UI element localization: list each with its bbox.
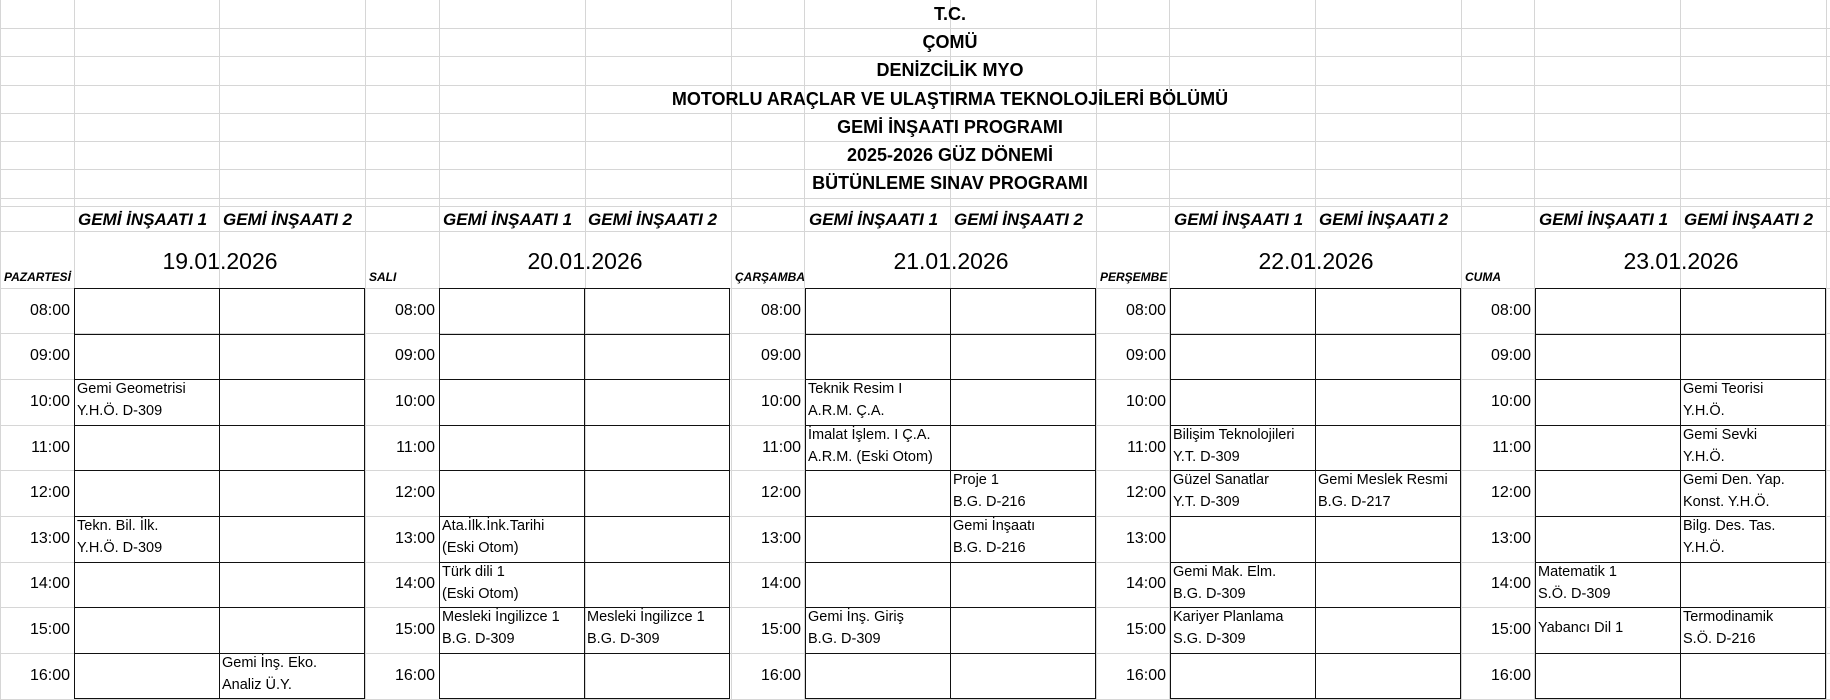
schedule-cell[interactable] [584, 288, 729, 334]
schedule-cell[interactable] [1680, 516, 1825, 562]
schedule-cell[interactable] [439, 653, 584, 699]
gridline-horizontal [0, 141, 1830, 142]
time-label: 10:00 [760, 393, 801, 410]
cell-border [364, 288, 365, 698]
schedule-cell[interactable] [1170, 288, 1315, 334]
gridline-vertical [1826, 0, 1827, 700]
schedule-cell[interactable] [74, 379, 219, 425]
course-detail: Y.H.Ö. D-309 [77, 403, 163, 420]
schedule-cell[interactable] [1315, 288, 1460, 334]
time-label: 09:00 [1125, 347, 1166, 365]
day-name: PERŞEMBE [1100, 270, 1168, 284]
schedule-cell[interactable] [950, 653, 1095, 699]
course-detail: Y.T. D-309 [1173, 494, 1240, 511]
group-header-2: GEMİ İNŞAATI 2 [1319, 210, 1449, 229]
course-name: Bilg. Des. Tas. [1683, 518, 1776, 534]
time-label: 15:00 [1125, 621, 1166, 638]
group-header-2: GEMİ İNŞAATI 2 [1684, 210, 1814, 229]
schedule-cell[interactable] [219, 379, 364, 425]
group-header-1: GEMİ İNŞAATI 1 [1539, 210, 1669, 229]
schedule-cell[interactable] [950, 470, 1095, 516]
course-detail: S.G. D-309 [1173, 631, 1246, 648]
gridline-horizontal [0, 85, 1830, 86]
time-label: 09:00 [29, 347, 70, 365]
cell-border [1825, 288, 1826, 698]
schedule-cell[interactable] [805, 425, 950, 471]
schedule-cell[interactable] [950, 379, 1095, 425]
schedule-cell[interactable] [219, 425, 364, 471]
time-label: 12:00 [1125, 484, 1166, 502]
course-detail: (Eski Otom) [442, 540, 519, 556]
time-label: 10:00 [394, 393, 435, 410]
course-detail: Y.H.Ö. [1683, 448, 1725, 465]
schedule-cell[interactable] [1680, 470, 1825, 516]
time-label: 08:00 [394, 301, 435, 319]
course-name: Gemi İnş. Giriş [808, 609, 904, 626]
header-line: T.C. [933, 4, 966, 24]
schedule-cell[interactable] [439, 334, 584, 380]
gridline-vertical [0, 0, 1, 700]
course-detail: Analiz Ü.Y. [222, 676, 292, 693]
cell-border [1535, 288, 1536, 698]
date-label: 23.01.2026 [1623, 248, 1739, 274]
schedule-cell[interactable] [1680, 288, 1825, 334]
date-label: 20.01.2026 [527, 248, 643, 274]
course-name: Gemi Meslek Resmi [1318, 472, 1448, 489]
group-header-1: GEMİ İNŞAATI 1 [78, 210, 208, 229]
gridline-horizontal [0, 169, 1830, 170]
cell-border [1460, 288, 1461, 698]
time-label: 14:00 [29, 575, 70, 593]
cell-border [950, 288, 951, 698]
course-name: İmalat İşlem. I Ç.A. [808, 426, 931, 443]
schedule-cell[interactable] [805, 379, 950, 425]
time-label: 15:00 [394, 621, 435, 638]
time-label: 11:00 [1127, 438, 1166, 456]
schedule-cell[interactable] [1535, 425, 1680, 471]
time-label: 08:00 [1490, 301, 1531, 319]
course-name: Termodinamik [1683, 609, 1774, 626]
schedule-cell[interactable] [74, 288, 219, 334]
course-name: Proje 1 [953, 472, 999, 489]
schedule-cell[interactable] [219, 516, 364, 562]
cell-border [1170, 698, 1461, 699]
course-detail: B.G. D-309 [808, 631, 881, 648]
time-label: 10:00 [1125, 393, 1166, 410]
gridline-horizontal [0, 206, 1830, 207]
gridline-horizontal [0, 28, 1830, 29]
schedule-cell[interactable] [219, 562, 364, 608]
schedule-cell[interactable] [805, 607, 950, 653]
schedule-cell[interactable] [584, 334, 729, 380]
schedule-cell[interactable] [1680, 425, 1825, 471]
course-name: Teknik Resim I [808, 381, 903, 398]
schedule-cell[interactable] [1680, 562, 1825, 608]
group-header-1: GEMİ İNŞAATI 1 [443, 210, 573, 229]
schedule-cell[interactable] [74, 425, 219, 471]
schedule-cell[interactable] [1315, 379, 1460, 425]
schedule-cell[interactable] [805, 288, 950, 334]
schedule-cell[interactable] [439, 425, 584, 471]
schedule-cell[interactable] [584, 562, 729, 608]
course-name: Gemi Sevki [1683, 426, 1758, 443]
course-name: Mesleki İngilizce 1 [587, 609, 705, 626]
header-line: BÜTÜNLEME SINAV PROGRAMI [812, 173, 1088, 193]
time-label: 16:00 [394, 666, 435, 684]
cell-border [219, 288, 220, 698]
header-line: DENİZCİLİK MYO [876, 60, 1024, 80]
cell-border [729, 288, 730, 698]
schedule-cell[interactable] [1315, 516, 1460, 562]
schedule-cell[interactable] [950, 516, 1095, 562]
cell-border [74, 288, 75, 698]
group-header-2: GEMİ İNŞAATI 2 [223, 210, 353, 229]
time-label: 10:00 [29, 393, 70, 410]
course-detail: Y.H.Ö. [1683, 540, 1725, 556]
schedule-cell[interactable] [1535, 562, 1680, 608]
time-label: 16:00 [1490, 666, 1531, 684]
time-label: 10:00 [1490, 393, 1531, 410]
group-header-2: GEMİ İNŞAATI 2 [588, 210, 718, 229]
schedule-cell[interactable] [219, 470, 364, 516]
gridline-horizontal [0, 56, 1830, 57]
time-label: 15:00 [1490, 621, 1531, 638]
time-label: 14:00 [1125, 575, 1166, 593]
group-header-2: GEMİ İNŞAATI 2 [954, 210, 1084, 229]
schedule-cell[interactable] [1535, 516, 1680, 562]
course-detail: S.Ö. D-309 [1538, 585, 1611, 602]
day-name: PAZARTESİ [4, 270, 71, 284]
course-name: Mesleki İngilizce 1 [442, 609, 560, 626]
schedule-cell[interactable] [805, 470, 950, 516]
schedule-cell[interactable] [1535, 470, 1680, 516]
schedule-cell[interactable] [950, 288, 1095, 334]
date-label: 21.01.2026 [893, 248, 1009, 274]
cell-border [805, 698, 1096, 699]
time-label: 16:00 [760, 666, 801, 684]
schedule-cell[interactable] [584, 470, 729, 516]
schedule-cell[interactable] [1315, 334, 1460, 380]
schedule-cell[interactable] [1170, 653, 1315, 699]
schedule-cell[interactable] [1680, 653, 1825, 699]
time-label: 15:00 [29, 621, 70, 638]
cell-border [1170, 288, 1171, 698]
course-name: Gemi Teorisi [1683, 381, 1764, 398]
schedule-cell[interactable] [1170, 516, 1315, 562]
time-label: 08:00 [29, 301, 70, 319]
schedule-cell[interactable] [219, 334, 364, 380]
time-label: 09:00 [394, 347, 435, 365]
schedule-cell[interactable] [950, 334, 1095, 380]
time-label: 09:00 [1490, 347, 1531, 365]
time-label: 12:00 [394, 484, 435, 502]
course-name: Gemi İnş. Eko. [222, 654, 318, 671]
gridline-horizontal [0, 231, 1830, 232]
course-detail: B.G. D-309 [1173, 585, 1246, 602]
schedule-cell[interactable] [439, 562, 584, 608]
group-header-1: GEMİ İNŞAATI 1 [1174, 210, 1304, 229]
cell-border [74, 698, 365, 699]
course-detail: A.R.M. Ç.A. [808, 403, 885, 420]
gridline-horizontal [0, 113, 1830, 114]
course-name: Gemi Mak. Elm. [1173, 563, 1277, 580]
schedule-cell[interactable] [1170, 334, 1315, 380]
course-name: Matematik 1 [1538, 563, 1617, 580]
schedule-cell[interactable] [439, 288, 584, 334]
header-line: 2025-2026 GÜZ DÖNEMİ [846, 145, 1054, 165]
time-label: 14:00 [1490, 575, 1531, 593]
time-label: 08:00 [1125, 301, 1166, 319]
schedule-cell[interactable] [1170, 607, 1315, 653]
schedule-cell[interactable] [584, 653, 729, 699]
schedule-cell[interactable] [1535, 334, 1680, 380]
schedule-cell[interactable] [805, 562, 950, 608]
schedule-cell[interactable] [74, 607, 219, 653]
time-label: 13:00 [394, 529, 435, 547]
schedule-cell[interactable] [439, 516, 584, 562]
schedule-cell[interactable] [1315, 607, 1460, 653]
course-detail: B.G. D-217 [1318, 494, 1391, 511]
schedule-cell[interactable] [1535, 379, 1680, 425]
time-label: 14:00 [760, 575, 801, 593]
time-label: 11:00 [762, 438, 801, 456]
course-name: Türk dili 1 [442, 563, 505, 580]
cell-border [1535, 698, 1826, 699]
time-label: 12:00 [1490, 484, 1531, 502]
course-name: Gemi Den. Yap. [1683, 472, 1785, 489]
cell-border [439, 698, 730, 699]
schedule-cell[interactable] [1315, 470, 1460, 516]
schedule-cell[interactable] [1535, 607, 1680, 653]
course-detail: S.Ö. D-216 [1683, 631, 1756, 648]
schedule-cell[interactable] [1680, 334, 1825, 380]
time-label: 11:00 [1492, 438, 1531, 456]
schedule-cell[interactable] [805, 653, 950, 699]
schedule-cell[interactable] [1170, 562, 1315, 608]
cell-border [805, 288, 806, 698]
course-name: Bilişim Teknolojileri [1173, 426, 1295, 443]
time-label: 11:00 [396, 438, 435, 456]
schedule-cell[interactable] [1315, 653, 1460, 699]
day-name: CUMA [1465, 270, 1501, 284]
course-detail: Konst. Y.H.Ö. [1683, 494, 1770, 511]
time-label: 16:00 [29, 666, 70, 684]
cell-border [1680, 288, 1681, 698]
time-label: 12:00 [760, 484, 801, 502]
cell-border [1095, 288, 1096, 698]
schedule-cell[interactable] [1535, 653, 1680, 699]
schedule-cell[interactable] [1680, 607, 1825, 653]
schedule-cell[interactable] [805, 334, 950, 380]
schedule-cell[interactable] [950, 562, 1095, 608]
schedule-cell[interactable] [1535, 288, 1680, 334]
course-name: Gemi Geometrisi [77, 381, 186, 398]
course-detail: A.R.M. (Eski Otom) [808, 448, 933, 465]
day-name: ÇARŞAMBA [735, 270, 805, 284]
schedule-cell[interactable] [584, 379, 729, 425]
schedule-cell[interactable] [439, 379, 584, 425]
schedule-cell[interactable] [1315, 425, 1460, 471]
course-name: Güzel Sanatlar [1173, 472, 1269, 489]
schedule-cell[interactable] [805, 516, 950, 562]
course-name: Yabancı Dil 1 [1538, 620, 1624, 637]
gridline-vertical [1461, 0, 1462, 700]
schedule-cell[interactable] [1170, 470, 1315, 516]
time-label: 15:00 [760, 621, 801, 638]
day-name: SALI [369, 270, 397, 284]
schedule-cell[interactable] [74, 562, 219, 608]
cell-border [1315, 288, 1316, 698]
course-detail: B.G. D-216 [953, 494, 1026, 511]
time-label: 13:00 [29, 529, 70, 547]
header-line: GEMİ İNŞAATI PROGRAMI [837, 117, 1063, 137]
schedule-cell[interactable] [584, 516, 729, 562]
date-label: 19.01.2026 [162, 248, 278, 274]
schedule-cell[interactable] [950, 425, 1095, 471]
time-label: 11:00 [31, 438, 70, 456]
header-line: ÇOMÜ [922, 32, 978, 52]
gridline-vertical [365, 0, 366, 700]
time-label: 13:00 [760, 529, 801, 547]
course-detail: Y.T. D-309 [1173, 448, 1240, 465]
schedule-cell[interactable] [74, 653, 219, 699]
schedule-cell[interactable] [219, 607, 364, 653]
header-line: MOTORLU ARAÇLAR VE ULAŞTIRMA TEKNOLOJİLERİ BÖLÜMÜ [671, 89, 1229, 109]
schedule-cell[interactable] [1170, 425, 1315, 471]
schedule-cell[interactable] [1680, 379, 1825, 425]
time-label: 08:00 [760, 301, 801, 319]
time-label: 16:00 [1125, 666, 1166, 684]
schedule-cell[interactable] [219, 653, 364, 699]
course-name: Kariyer Planlama [1173, 609, 1284, 626]
group-header-1: GEMİ İNŞAATI 1 [809, 210, 939, 229]
time-label: 12:00 [29, 484, 70, 502]
cell-border [584, 288, 585, 698]
course-detail: B.G. D-309 [442, 631, 515, 648]
schedule-cell[interactable] [1315, 562, 1460, 608]
schedule-cell[interactable] [74, 334, 219, 380]
schedule-cell[interactable] [439, 470, 584, 516]
schedule-cell[interactable] [584, 607, 729, 653]
schedule-cell[interactable] [74, 470, 219, 516]
course-name: Gemi İnşaatı [953, 518, 1036, 534]
schedule-cell[interactable] [1170, 379, 1315, 425]
course-name: Ata.İlk.İnk.Tarihi [442, 518, 545, 534]
course-name: Tekn. Bil. İlk. [77, 518, 159, 534]
cell-border [439, 288, 440, 698]
schedule-cell[interactable] [584, 425, 729, 471]
course-detail: (Eski Otom) [442, 585, 519, 602]
course-detail: Y.H.Ö. [1683, 403, 1725, 420]
time-label: 14:00 [394, 575, 435, 593]
course-detail: B.G. D-216 [953, 540, 1026, 556]
schedule-cell[interactable] [439, 607, 584, 653]
date-label: 22.01.2026 [1258, 248, 1374, 274]
schedule-cell[interactable] [219, 288, 364, 334]
time-label: 09:00 [760, 347, 801, 365]
course-detail: Y.H.Ö. D-309 [77, 540, 163, 556]
time-label: 13:00 [1125, 529, 1166, 547]
time-label: 13:00 [1490, 529, 1531, 547]
schedule-cell[interactable] [74, 516, 219, 562]
course-detail: B.G. D-309 [587, 631, 660, 648]
gridline-horizontal [0, 198, 1830, 199]
schedule-cell[interactable] [950, 607, 1095, 653]
